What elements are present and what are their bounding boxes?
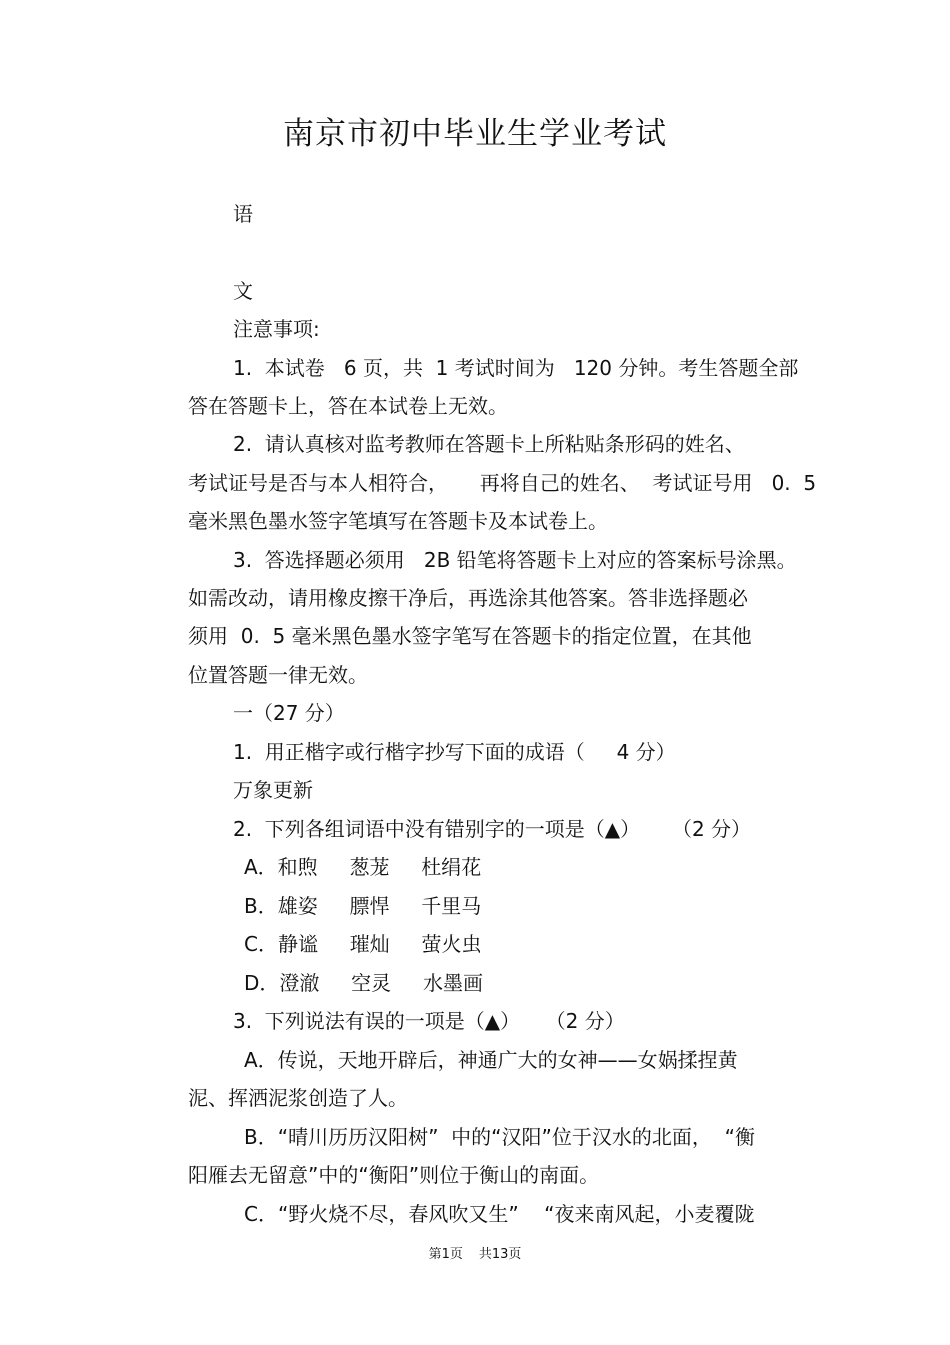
page-title: 南京市初中毕业生学业考试 xyxy=(283,116,667,152)
notice-1-line-1: 1. 本试卷 6 页，共 1 考试时间为 120 分钟。考生答题全部 xyxy=(233,356,799,380)
notice-3-line-2: 如需改动，请用橡皮擦干净后，再选涂其他答案。答非选择题必 xyxy=(188,586,748,610)
question-2-option-c: C．静谧 璀灿 萤火虫 xyxy=(244,932,482,956)
question-2-option-d: D．澄澈 空灵 水墨画 xyxy=(244,971,483,995)
question-2-option-a: A．和煦 葱茏 杜绢花 xyxy=(244,855,482,879)
notice-3-line-1: 3. 答选择题必须用 2B 铅笔将答题卡上对应的答案标号涂黑。 xyxy=(233,548,797,572)
question-3-option-b-line-2: 阳雁去无留意”中的“衡阳”则位于衡山的南面。 xyxy=(188,1163,600,1187)
page-total: 共13页 xyxy=(478,1247,522,1262)
question-3-option-b-line-1: B．“晴川历历汉阳树” 中的“汉阳”位于汉水的北面， “衡 xyxy=(244,1125,755,1149)
notice-heading: 注意事项: xyxy=(233,317,320,341)
page-footer xyxy=(0,1246,950,1264)
section-1-heading: 一（27 分） xyxy=(233,701,345,725)
page-number: 第1页 xyxy=(428,1247,463,1262)
notice-1-line-2: 答在答题卡上，答在本试卷上无效。 xyxy=(188,394,508,418)
notice-3-line-3: 须用 0. 5 毫米黑色墨水签字笔写在答题卡的指定位置，在其他 xyxy=(188,624,752,648)
question-1: 1. 用正楷字或行楷字抄写下面的成语（ 4 分） xyxy=(233,740,676,764)
question-2: 2. 下列各组词语中没有错别字的一项是（▲） （2 分） xyxy=(233,817,752,841)
notice-2-line-3: 毫米黑色墨水签字笔填写在答题卡及本试卷上。 xyxy=(188,509,608,533)
question-3: 3. 下列说法有误的一项是（▲） （2 分） xyxy=(233,1009,625,1033)
question-3-option-a-line-1: A．传说，天地开辟后，神通广大的女神——女娲揉捏黄 xyxy=(244,1048,738,1072)
question-2-option-b: B．雄姿 膘悍 千里马 xyxy=(244,894,482,918)
notice-2-line-1: 2. 请认真核对监考教师在答题卡上所粘贴条形码的姓名、 xyxy=(233,432,745,456)
notice-2-line-2: 考试证号是否与本人相符合， 再将自己的姓名、 考试证号用 0. 5 xyxy=(188,471,817,495)
subject-char-1: 语 xyxy=(233,202,253,226)
question-3-option-a-line-2: 泥、挥洒泥浆创造了人。 xyxy=(188,1086,408,1110)
subject-char-2: 文 xyxy=(233,279,253,303)
question-1-idiom: 万象更新 xyxy=(233,778,313,802)
question-3-option-c-line-1: C．“野火烧不尽，春风吹又生” “夜来南风起，小麦覆陇 xyxy=(244,1202,755,1226)
notice-3-line-4: 位置答题一律无效。 xyxy=(188,663,368,687)
